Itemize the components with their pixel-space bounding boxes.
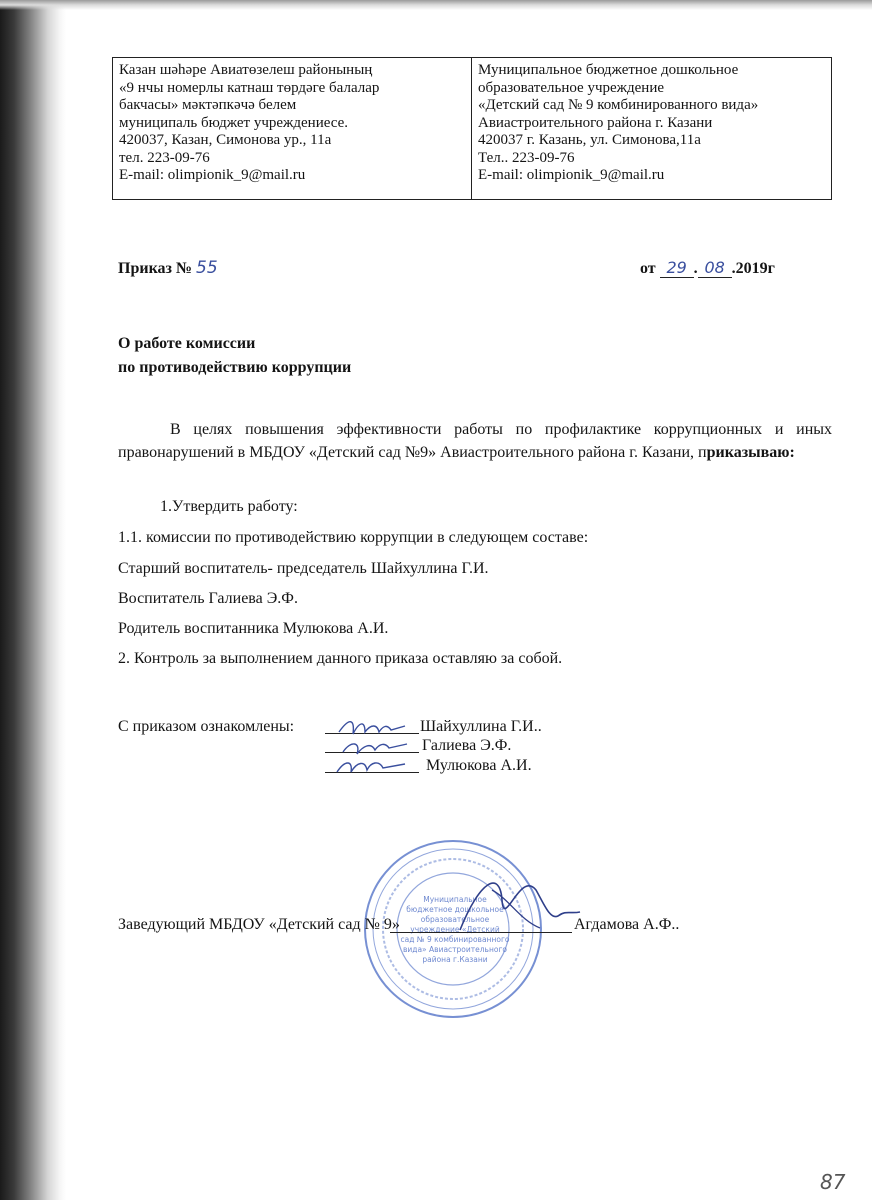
order-date-year: .2019г: [731, 260, 775, 277]
subject-line: по противодействию коррупции: [118, 359, 352, 376]
order-date-month: 08: [698, 258, 732, 278]
member-chair: Старший воспитатель- председатель Шайхуллина Г.И.: [118, 560, 489, 577]
stamp-inner-line: бюджетное дошкольное: [406, 905, 504, 914]
order-date: [640, 258, 775, 278]
signature-shaikhullina: [339, 722, 405, 734]
director-name: Агдамова А.Ф..: [574, 916, 680, 933]
subject-line: О работе комиссии: [118, 335, 256, 352]
preamble-paragraph: [118, 418, 832, 464]
stamp-inner-line: образовательное: [420, 915, 490, 924]
stamp-inner-line: учреждение «Детский: [410, 925, 500, 934]
item-1-1: 1.1. комиссии по противодействию коррупции в следующем составе:: [118, 529, 589, 546]
letterhead-line: Муниципальное бюджетное дошкольное: [478, 62, 739, 78]
item-2: 2. Контроль за выполнением данного приказа оставляю за собой.: [118, 650, 563, 667]
order-label: Приказ №: [118, 260, 193, 277]
member-parent: Родитель воспитанника Мулюкова А.И.: [118, 620, 389, 637]
letterhead-line: E-mail: olimpionik_9@mail.ru: [119, 167, 306, 183]
item-1: 1.Утвердить работу:: [160, 498, 298, 515]
scan-shadow-edge: [0, 0, 66, 1200]
letterhead-russian: [472, 58, 832, 200]
letterhead-line: образовательное учреждение: [478, 79, 665, 96]
order-subject: [118, 332, 351, 380]
letterhead-line: Тел.. 223-09-76: [478, 149, 575, 166]
stamp-inner-line: Муниципальное: [423, 895, 487, 904]
acknowledge-label: С приказом ознакомлены:: [118, 718, 295, 735]
scan-shadow-top: [0, 0, 872, 10]
stamp-inner-line: вида» Авиастроительного: [402, 945, 508, 954]
acknowledge-name-3: Мулюкова А.И.: [426, 757, 532, 774]
director-label: Заведующий МБДОУ «Детский сад № 9»: [118, 916, 400, 933]
letterhead-tatar: [113, 58, 472, 200]
letterhead-line: муниципаль бюджет учреждениесе.: [119, 114, 349, 131]
letterhead-line: 420037 г. Казань, ул. Симонова,11а: [478, 132, 701, 148]
letterhead-line: «Детский сад № 9 комбинированного вида»: [478, 97, 759, 113]
acknowledge-name-2: Галиева Э.Ф.: [422, 737, 512, 754]
handwritten-signatures: [325, 712, 425, 782]
letterhead-line: бакчасы» мәктәпкәчә белем: [119, 97, 297, 113]
letterhead-line: тел. 223-09-76: [119, 149, 210, 166]
signature-mulyukova: [337, 763, 405, 772]
acknowledge-name-1: Шайхуллина Г.И..: [420, 718, 542, 735]
order-date-prefix: от: [640, 260, 656, 277]
letterhead-line: Казан шәһәре Авиатөзелеш районының: [119, 62, 373, 78]
preamble-text: В целях повышения эффективности работы по профилактике коррупционных и иных правонарушений в МБДОУ «Детский сад №9» Авиастроительного района г. Казани, п: [118, 421, 832, 461]
order-number: 55: [196, 258, 218, 278]
stamp-inner-line: района г.Казани: [422, 955, 488, 964]
letterhead-line: «9 нчы номерлы катнаш төрдәге балалар: [119, 79, 380, 96]
letterhead-line: Авиастроительного района г. Казани: [478, 114, 713, 131]
page-mark: 87: [820, 1170, 846, 1194]
order-date-sep: .: [693, 260, 698, 277]
order-date-day: 29: [660, 258, 694, 278]
stamp-inner-line: сад № 9 комбинированного: [400, 935, 510, 944]
letterhead-line: 420037, Казан, Симонова ур., 11а: [119, 132, 332, 148]
member-teacher: Воспитатель Галиева Э.Ф.: [118, 590, 298, 607]
order-title: [118, 258, 218, 278]
preamble-command: риказываю:: [706, 444, 795, 461]
signature-galieva: [343, 744, 407, 754]
letterhead-line: E-mail: olimpionik_9@mail.ru: [478, 167, 665, 183]
director-signature: [440, 860, 590, 950]
letterhead-table: [112, 57, 832, 200]
